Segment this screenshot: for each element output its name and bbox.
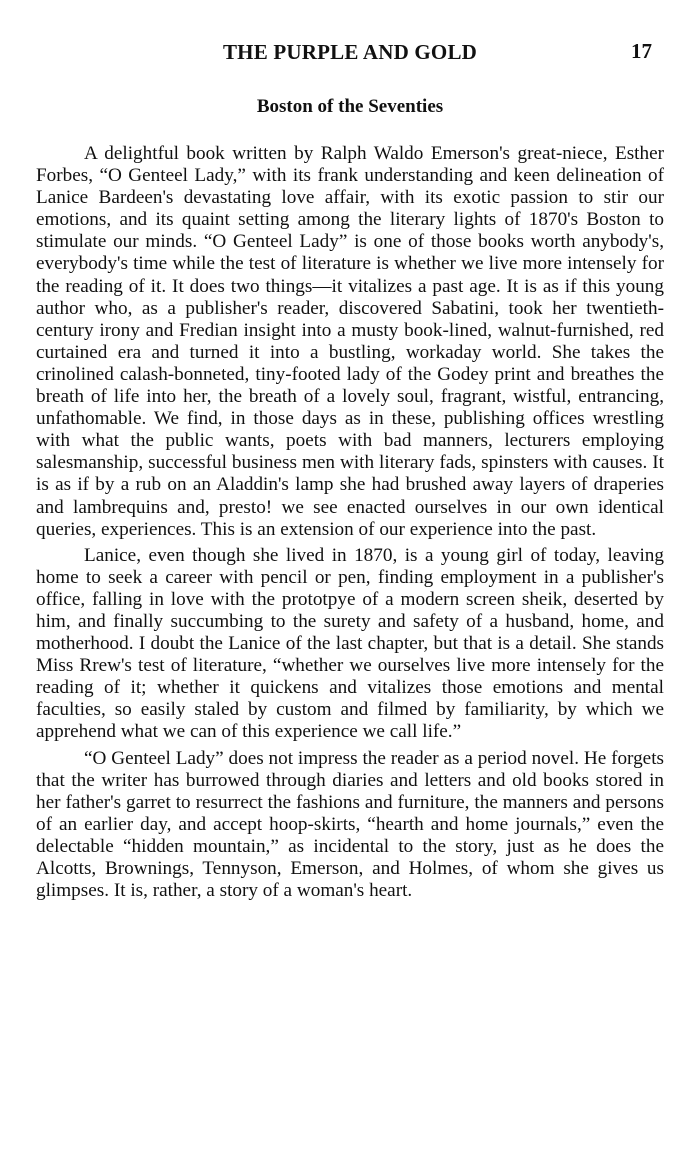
page-number: 17 bbox=[631, 39, 652, 63]
running-title: THE PURPLE AND GOLD bbox=[222, 40, 478, 64]
paragraph-2: Lanice, even though she lived in 1870, is a young girl of today, leaving home to seek a career with pencil or pen, finding employment in a publisher's office, falling in love with the prototpye of a modern screen sheik, deserted by him, and finally succumbing to the surety and safety of a husband, home, and motherhood. I doubt the Lanice of the last chapter, but that is a detail. She stands Miss Rrew's test of literature, “whether we ourselves live more intensely for the reading of it; whether it quickens and vitalizes those emotions and mental faculties, so easily staled by custom and filmed by familiarity, by which we apprehend what we can of this experience we call life.” bbox=[36, 544, 664, 743]
paragraph-3: “O Genteel Lady” does not impress the reader as a period novel. He forgets that the writer has burrowed through diaries and letters and old books stored in her father's garret to resurrect the fashions and furniture, the manners and persons of an earlier day, and accept hoop-skirts, “hearth and home journals,” even the delectable “hidden mountain,” as incidental to the story, just as he does the Alcotts, Brownings, Tennyson, Emerson, and Holmes, of whom she gives us glimpses. It is, rather, a story of a woman's heart. bbox=[36, 747, 664, 902]
page-header bbox=[40, 40, 660, 70]
article-body bbox=[36, 143, 664, 906]
paragraph-1: A delightful book written by Ralph Waldo Emerson's great-niece, Esther Forbes, “O Genteel Lady,” with its frank understanding and keen delineation of Lanice Bardeen's devastating love affair, with its exotic passion to stir our emotions, and its quaint setting among the literary lights of 1870's Boston to stimulate our minds. “O Genteel Lady” is one of those books worth anybody's, everybody's time while the test of literature is whether we live more intensely for the reading of it. It does two things—it vitalizes a past age. It is as if this young author who, as a publisher's reader, discovered Sabatini, took her twentieth-century irony and Fredian insight into a musty book-lined, walnut-furnished, red curtained era and turned it into a bustling, workaday world. She takes the crinolined calash-bonneted, tiny-footed lady of the Godey print and breathes the breath of life into her, the breath of a lovely soul, fragrant, wistful, entrancing, unfathomable. We find, in those days as in these, publishing offices wrestling with what the public wants, poets with bad manners, lecturers employing salesmanship, successful business men with literary fads, spinsters with causes. It is as if by a rub on an Aladdin's lamp she had brushed away layers of draperies and lambrequins and, presto! we see enacted ourselves in our own identical queries, experiences. This is an extension of our experience into the past. bbox=[36, 143, 664, 540]
article-title: Boston of the Seventies bbox=[256, 96, 444, 117]
